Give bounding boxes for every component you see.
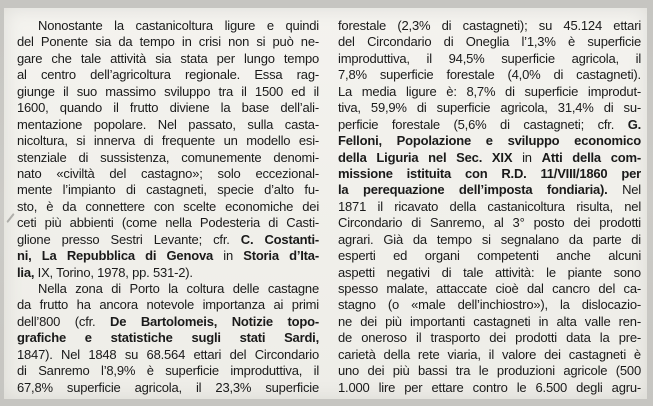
text-line bbox=[338, 34, 641, 50]
text-line-content bbox=[338, 34, 641, 49]
text-line-content bbox=[17, 380, 319, 395]
text-run: 67,8% superficie agricola, il 23,3% superficie bbox=[17, 379, 319, 395]
text-line-content bbox=[17, 84, 319, 99]
text-run: stenziale di sussistenza, comunemente denomi- bbox=[17, 149, 319, 165]
text-line bbox=[338, 281, 641, 297]
text-line-content bbox=[338, 199, 641, 214]
text-line bbox=[338, 18, 641, 34]
text-column-left bbox=[17, 18, 319, 395]
text-run: aspetti negativi di tale attività: le piante sono bbox=[338, 264, 641, 280]
text-line-content bbox=[17, 248, 319, 263]
text-run: da frutto ha ancora notevole importanza ai primi bbox=[17, 297, 319, 313]
text-line bbox=[17, 248, 319, 264]
text-line-content bbox=[338, 182, 641, 197]
text-line bbox=[17, 34, 319, 50]
text-line-content bbox=[338, 248, 641, 263]
text-line bbox=[17, 314, 319, 330]
paragraph-indent bbox=[17, 29, 38, 30]
text-line bbox=[17, 133, 319, 149]
text-run: sto, è da connettere con scelte economiche dei bbox=[17, 198, 320, 214]
text-line bbox=[338, 100, 641, 116]
page-paper bbox=[4, 8, 647, 399]
text-line-content bbox=[17, 133, 319, 148]
text-run-bold: grafiche e statistiche sugli stati Sardi, bbox=[17, 330, 320, 346]
text-line bbox=[338, 150, 641, 166]
text-run: stagno (o «male dell’inchiostro»), la dislocazio- bbox=[338, 297, 641, 313]
text-run: del Circondario di Oneglia l’1,3% è superficie bbox=[338, 34, 642, 50]
text-block bbox=[17, 18, 641, 395]
text-run: Nel bbox=[607, 182, 641, 198]
text-run: esperti ed organi competenti anche alcuni bbox=[338, 248, 642, 264]
text-run-bold: De Bartolomeis, Notizie topo- bbox=[110, 313, 320, 329]
text-line-content bbox=[338, 281, 641, 296]
text-line-content bbox=[338, 100, 641, 115]
text-run-bold: G. bbox=[627, 116, 642, 132]
text-line-content bbox=[17, 265, 193, 280]
text-line bbox=[338, 84, 641, 100]
text-run: ceti più abbienti (come nella Podesteria di Casti- bbox=[17, 215, 320, 231]
text-line bbox=[17, 297, 319, 313]
text-line-content bbox=[338, 67, 641, 82]
text-line bbox=[17, 117, 319, 133]
text-run: in bbox=[512, 149, 542, 165]
text-run: carietà della rete viaria, il valore dei castagneti è bbox=[338, 346, 641, 362]
text-line bbox=[17, 18, 319, 34]
text-line-content bbox=[338, 347, 641, 362]
text-run-bold: ni, La Repubblica di Genova bbox=[17, 248, 214, 264]
text-run: nicoltura, si innerva di frequente un modello esi- bbox=[17, 133, 320, 149]
text-run: al centro dell’agricoltura regionale. Essa rag- bbox=[17, 67, 319, 83]
text-run: dell’800 (cfr. bbox=[17, 313, 111, 329]
text-run-bold: lia, bbox=[17, 264, 35, 280]
text-line bbox=[338, 297, 641, 313]
text-line-content bbox=[17, 117, 319, 132]
text-run: perficie forestale (5,6% di castagneti; cfr. bbox=[338, 116, 628, 132]
text-line-content bbox=[17, 150, 319, 165]
text-line-content bbox=[338, 84, 641, 99]
text-line-content bbox=[338, 18, 641, 33]
text-line-content bbox=[338, 133, 641, 148]
text-line-content bbox=[338, 314, 641, 329]
text-run: de oneroso il trasporto dei prodotti data la pre- bbox=[338, 330, 642, 346]
text-line bbox=[338, 182, 641, 198]
text-line bbox=[338, 51, 641, 67]
text-line-content bbox=[338, 166, 641, 181]
text-run-bold: della Liguria nel Sec. XIX bbox=[338, 149, 513, 165]
text-line-content bbox=[338, 363, 641, 378]
text-line bbox=[338, 248, 641, 264]
text-line bbox=[17, 51, 319, 67]
text-run: 1871 il ricavato della castanicoltura risulta, nel bbox=[338, 198, 642, 214]
text-line bbox=[17, 84, 319, 100]
text-run: del Ponente sia da tempo in crisi non si può ne- bbox=[17, 34, 319, 50]
text-line bbox=[17, 265, 319, 281]
text-line bbox=[338, 117, 641, 133]
text-line-content bbox=[338, 265, 641, 280]
text-run-bold: Felloni, Popolazione e sviluppo economico bbox=[338, 133, 642, 149]
text-line-content bbox=[17, 100, 319, 115]
text-line bbox=[17, 232, 319, 248]
text-line-content bbox=[338, 330, 641, 345]
text-line-content bbox=[17, 166, 319, 181]
text-line bbox=[17, 100, 319, 116]
text-line-content bbox=[17, 330, 319, 345]
text-line bbox=[17, 363, 319, 379]
text-run: tiva, 59,9% di superficie agricola, 31,4% di su- bbox=[338, 100, 642, 116]
text-line bbox=[17, 199, 319, 215]
text-line bbox=[338, 314, 641, 330]
paragraph-indent bbox=[17, 292, 38, 293]
text-run: spesso malate, attaccate cioè dal cancro del ca- bbox=[338, 281, 642, 296]
text-run: ne dei più importanti castagneti in alta valle ren- bbox=[338, 313, 641, 329]
text-line bbox=[17, 182, 319, 198]
text-line-content bbox=[17, 347, 319, 362]
text-line-content bbox=[17, 199, 319, 214]
text-line-content bbox=[17, 34, 319, 49]
text-line bbox=[338, 199, 641, 215]
text-line-content bbox=[17, 215, 319, 230]
text-line-content bbox=[338, 51, 641, 66]
text-line-content bbox=[17, 314, 319, 329]
text-line bbox=[338, 133, 641, 149]
text-line bbox=[338, 215, 641, 231]
text-line bbox=[17, 380, 319, 396]
text-line bbox=[338, 330, 641, 346]
text-line bbox=[17, 281, 319, 297]
text-line-content bbox=[17, 182, 319, 197]
text-line-content bbox=[17, 232, 319, 247]
text-line bbox=[338, 347, 641, 363]
text-line-content bbox=[338, 380, 641, 395]
text-run: di Sanremo l’8,9% è superficie improduttiva, il bbox=[17, 363, 320, 379]
text-run: 1.000 lire per ettare contro le 6.500 degli agru- bbox=[338, 379, 642, 395]
text-line bbox=[17, 166, 319, 182]
text-run: 1600, quando il frutto diviene la base dell’ali- bbox=[17, 100, 319, 116]
text-line bbox=[17, 347, 319, 363]
text-line-content bbox=[17, 281, 319, 296]
text-run: improduttiva, il 94,5% superficie agricola, il bbox=[338, 50, 642, 66]
text-line-content bbox=[17, 297, 319, 312]
text-run: agrari. Già da tempo si segnalano da parte di bbox=[338, 231, 641, 247]
text-line bbox=[338, 265, 641, 281]
text-line-content bbox=[338, 117, 641, 132]
text-line-content bbox=[17, 67, 319, 82]
text-line-content bbox=[338, 297, 641, 312]
text-run: mente l’impianto di castagneti, specie d’alto fu- bbox=[17, 182, 319, 198]
text-line bbox=[17, 330, 319, 346]
text-line-content bbox=[338, 215, 641, 230]
text-line-content bbox=[338, 232, 641, 247]
text-run: giunge il suo massimo sviluppo tra il 1500 ed il bbox=[17, 83, 319, 99]
text-run: nato «civiltà del castagno»; solo eccezional- bbox=[17, 165, 320, 181]
text-line-content bbox=[17, 363, 319, 378]
text-run: glione presso Sestri Levante; cfr. bbox=[17, 231, 241, 247]
text-column-right bbox=[338, 18, 641, 395]
text-line bbox=[338, 67, 641, 83]
text-line bbox=[17, 150, 319, 166]
text-line-content bbox=[17, 18, 319, 33]
scan-artifact-mark bbox=[6, 213, 14, 223]
text-run: Circondario di Sanremo, al 3° posto dei prodotti bbox=[338, 215, 641, 231]
text-run: forestale (2,3% di castagneti); su 45.124 ettari bbox=[338, 18, 642, 33]
text-run: gare che tale attività sia stata per lungo tempo bbox=[17, 50, 320, 66]
text-run-bold: missione istituita con R.D. 11/VIII/1860 per bbox=[338, 165, 641, 181]
text-run: Nella zona di Porto la coltura delle castagne bbox=[38, 281, 319, 296]
text-line bbox=[338, 166, 641, 182]
text-line-content bbox=[338, 150, 641, 165]
text-run-bold: C. Costanti- bbox=[240, 231, 320, 247]
text-line-content bbox=[17, 51, 319, 66]
text-run: 7,8% superficie forestale (4,0% di castagneti). bbox=[338, 67, 641, 83]
text-run: IX, Torino, 1978, pp. 531-2). bbox=[34, 264, 193, 280]
text-run: in bbox=[213, 248, 244, 264]
text-run-bold: Atti della com- bbox=[541, 149, 642, 165]
text-run-bold: la perequazione dell’imposta fondiaria). bbox=[338, 182, 608, 198]
text-line bbox=[17, 67, 319, 83]
text-line bbox=[338, 363, 641, 379]
text-run: La media ligure è: 8,7% di superficie improdut- bbox=[338, 83, 641, 99]
text-run: 1847). Nel 1848 su 68.564 ettari del Circondario bbox=[17, 346, 319, 362]
text-line bbox=[17, 215, 319, 231]
text-run-bold: Storia d’Ita- bbox=[243, 248, 319, 264]
text-run: Nonostante la castanicoltura ligure e quindi bbox=[38, 18, 319, 33]
text-line bbox=[338, 232, 641, 248]
text-line bbox=[338, 380, 641, 396]
text-run: uno dei più bassi tra le produzioni agricole (500 bbox=[338, 363, 641, 379]
text-run: mentazione popolare. Nel passato, sulla casta- bbox=[17, 116, 319, 132]
